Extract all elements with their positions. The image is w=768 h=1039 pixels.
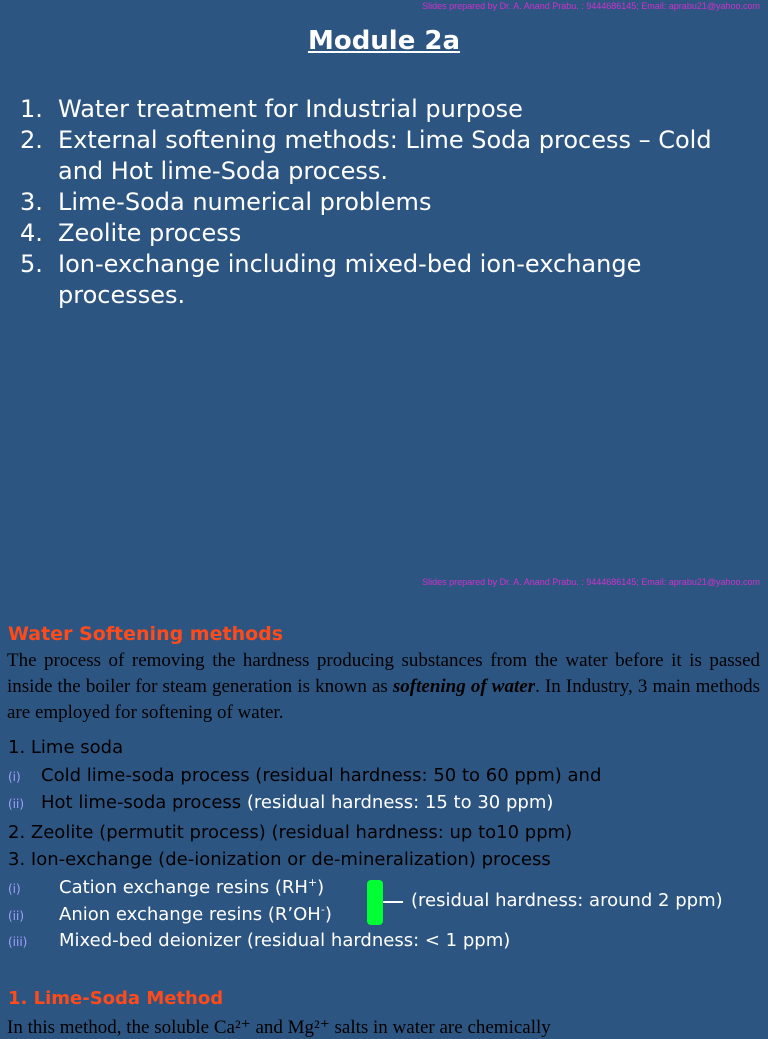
method-item: (iii) Mixed-bed deionizer (residual hardness: < 1 ppm) [8,930,511,951]
truncated-paragraph: In this method, the soluble Ca²⁺ and Mg²⁺ salts in water are chemically [7,1017,551,1038]
method-zeolite: 2. Zeolite (permutit process) (residual hardness: up to10 ppm) [8,822,573,843]
grouping-brace [367,880,383,925]
residual-hardness-label: (residual hardness: around 2 ppm) [411,890,723,911]
method-item: (i) Cold lime-soda process (residual hardness: 50 to 60 ppm) and [8,765,602,786]
method-item: (ii) Hot lime-soda process (residual hardness: 15 to 30 ppm) [8,792,554,813]
author-credit: Slides prepared by Dr. A. Anand Prabu. : 9444686145; Email: aprabu21@yahoo.com [422,1,760,11]
subsection-title: 1. Lime-Soda Method [8,988,224,1009]
topic-item: 3. Lime-Soda numerical problems [20,188,432,216]
topic-item: 2. External softening methods: Lime Soda process – Cold and Hot lime-Soda process. [20,126,712,185]
intro-paragraph: The process of removing the hardness producing substances from the water before it is passed inside the boiler for steam generation is known as softening of water. In Industry, 3 main methods are employed for softening of water. [7,650,760,723]
topic-item: 5. Ion-exchange including mixed-bed ion-exchange processes. [20,250,642,309]
section-title: Water Softening methods [8,623,284,645]
topic-item: 1. Water treatment for Industrial purpose [20,95,523,123]
author-credit: Slides prepared by Dr. A. Anand Prabu. : 9444686145; Email: aprabu21@yahoo.com [422,577,760,587]
module-title: Module 2a [307,26,461,56]
brace-pointer [383,901,403,903]
topic-list [20,94,740,311]
method-lime-soda: 1. Lime soda [8,737,124,758]
method-item: (ii) Anion exchange resins (R’OH-) [8,903,332,925]
method-ion-exchange: 3. Ion-exchange (de-ionization or de-mineralization) process [8,849,551,870]
topic-item: 4. Zeolite process [20,219,242,247]
method-item: (i) Cation exchange resins (RH+) [8,876,325,898]
